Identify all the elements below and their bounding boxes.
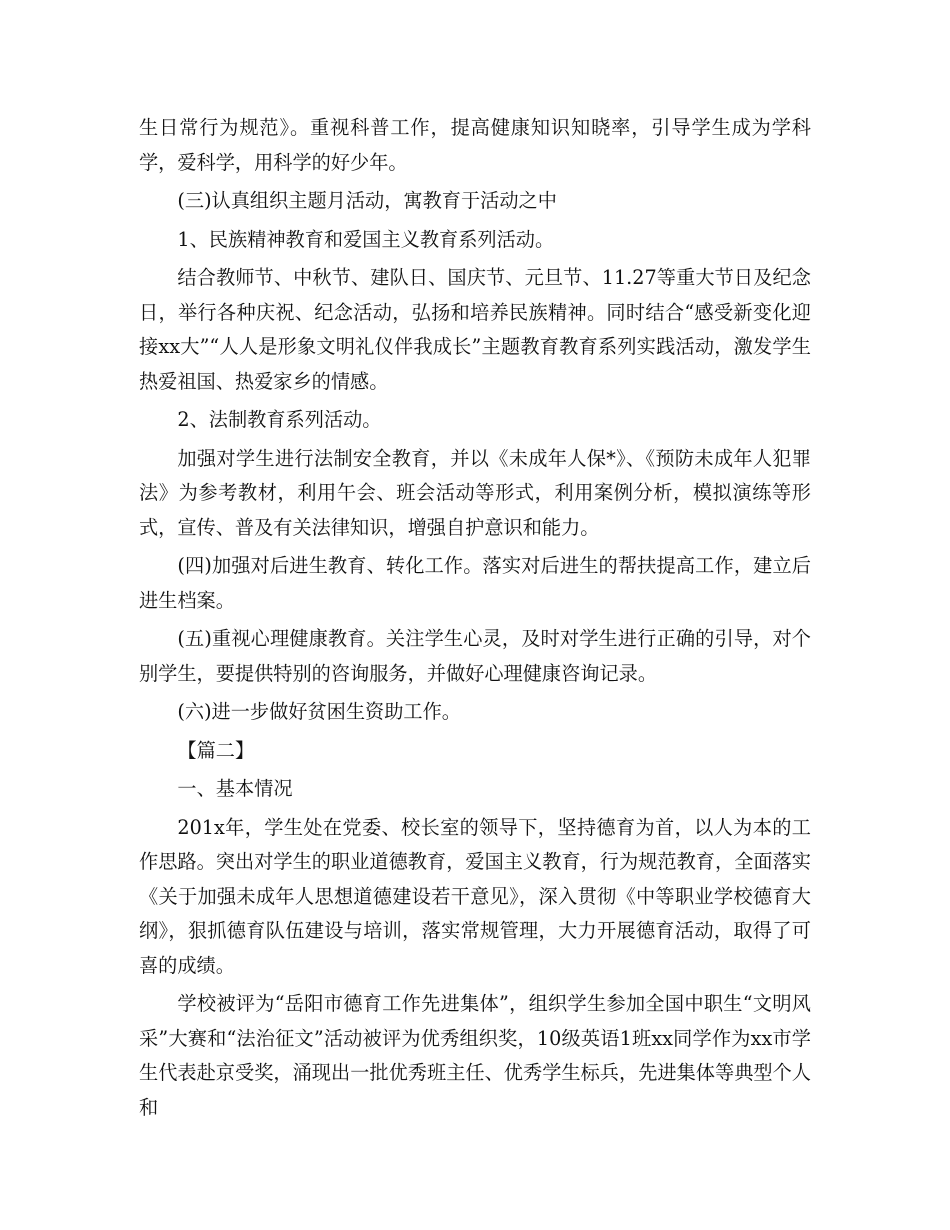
paragraph: (六)进一步做好贫困生资助工作。 [177, 700, 461, 723]
document-body [139, 111, 811, 1129]
paragraph: 生日常行为规范》。重视科普工作，提高健康知识知晓率，引导学生成为学科学，爱科学，用科学的好少年。 [139, 116, 811, 174]
paragraph: 加强对学生进行法制安全教育，并以《未成年人保*》、《预防未成年人犯罪法》为参考教材，利用午会、班会活动等形式，利用案例分析，模拟演练等形式，宣传、普及有关法律知识，增强自护意识和能力。 [139, 446, 811, 539]
paragraph: 201x年，学生处在党委、校长室的领导下，坚持德育为首，以人为本的工作思路。突出对学生的职业道德教育，爱国主义教育，行为规范教育，全面落实《关于加强未成年人思想道德建设若干意见》，深入贯彻《中等职业学校德育大纲》，狠抓德育队伍建设与培训，落实常规管理，大力开展德育活动，取得了可喜的成绩。 [139, 815, 811, 977]
subsection-heading: 一、基本情况 [177, 777, 293, 800]
paragraph: 1、民族精神教育和爱国主义教育系列活动。 [177, 227, 555, 251]
paragraph: 学校被评为“岳阳市德育工作先进集体”，组织学生参加全国中职生“文明风采”大赛和“法治征文”活动被评为优秀组织奖，10级英语1班xx同学作为xx市学生代表赴京受奖，涌现出一批优秀班主任、优秀学生标兵，先进集体等典型个人和 [139, 992, 811, 1119]
paragraph: (五)重视心理健康教育。关注学生心灵，及时对学生进行正确的引导，对个别学生，要提供特别的咨询服务，并做好心理健康咨询记录。 [139, 627, 811, 685]
paragraph: 结合教师节、中秋节、建队日、国庆节、元旦节、11.27等重大节日及纪念日，举行各种庆祝、纪念活动，弘扬和培养民族精神。同时结合“感受新变化迎接xx大”“人人是形象文明礼仪伴我成长”主题教育教育系列实践活动，激发学生热爱祖国、热爱家乡的情感。 [139, 266, 811, 393]
paragraph: 2、法制教育系列活动。 [177, 408, 382, 431]
section-heading: 【篇二】 [177, 738, 255, 762]
paragraph: (三)认真组织主题月活动，寓教育于活动之中 [177, 189, 557, 212]
paragraph: (四)加强对后进生教育、转化工作。落实对后进生的帮扶提高工作，建立后进生档案。 [139, 554, 811, 612]
